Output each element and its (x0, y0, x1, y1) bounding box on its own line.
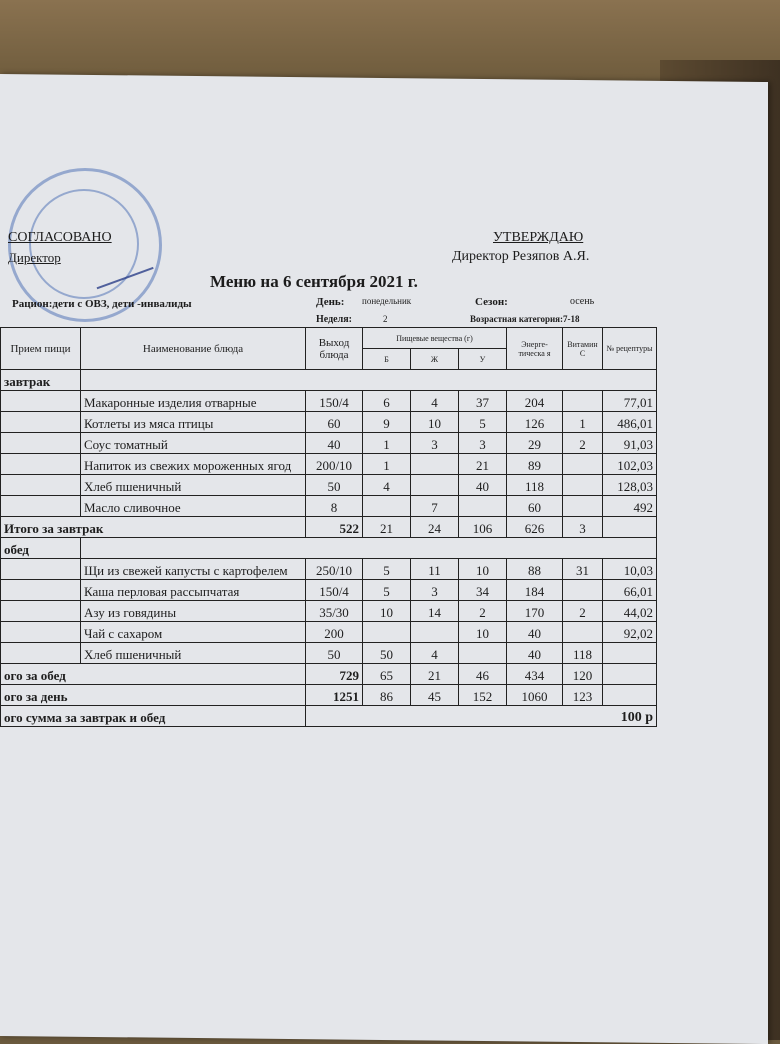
dish-vitamin: 118 (563, 643, 603, 664)
right-director: Директор Резяпов А.Я. (452, 249, 590, 264)
lunch-total-zh: 21 (411, 664, 459, 685)
dish-name: Макаронные изделия отварные (81, 391, 306, 412)
lunch-total-label: ого за обед (1, 664, 306, 685)
empty-cell (603, 517, 657, 538)
right-approval: УТВЕРЖДАЮ (493, 230, 584, 245)
breakfast-total-u: 106 (459, 517, 507, 538)
table-row (1, 412, 657, 433)
dish-zh: 10 (411, 412, 459, 433)
empty-cell (603, 685, 657, 706)
dish-name: Чай с сахаром (81, 622, 306, 643)
empty-cell (81, 538, 657, 559)
dish-name: Хлеб пшеничный (81, 475, 306, 496)
dish-b: 1 (363, 454, 411, 475)
col-u: У (459, 349, 507, 370)
dish-yield: 200 (306, 622, 363, 643)
season-value: осень (570, 296, 595, 307)
dish-yield: 150/4 (306, 391, 363, 412)
dish-vitamin (563, 454, 603, 475)
season-label: Сезон: (475, 296, 508, 308)
dish-energy: 118 (507, 475, 563, 496)
dish-yield: 50 (306, 475, 363, 496)
dish-yield: 40 (306, 433, 363, 454)
page-title: Меню на 6 сентября 2021 г. (210, 272, 418, 291)
table-row (1, 601, 657, 622)
dish-b: 50 (363, 643, 411, 664)
dish-u: 3 (459, 433, 507, 454)
dish-zh: 3 (411, 580, 459, 601)
dish-recipe: 66,01 (603, 580, 657, 601)
dish-yield: 35/30 (306, 601, 363, 622)
dish-vitamin: 2 (563, 433, 603, 454)
dish-b (363, 622, 411, 643)
dish-name: Азу из говядины (81, 601, 306, 622)
dish-u: 40 (459, 475, 507, 496)
col-dish: Наименование блюда (81, 328, 306, 370)
lunch-total-energy: 434 (507, 664, 563, 685)
dish-energy: 60 (507, 496, 563, 517)
day-total-b: 86 (363, 685, 411, 706)
left-director: Директор (8, 250, 61, 265)
breakfast-section (1, 370, 657, 538)
col-energy: Энерге-тическа я (507, 328, 563, 370)
col-nutrients: Пищевые вещества (г) (363, 328, 507, 349)
dish-energy: 184 (507, 580, 563, 601)
day-value: понедельник (362, 296, 412, 306)
dish-u: 10 (459, 559, 507, 580)
dish-recipe: 10,03 (603, 559, 657, 580)
dish-b (363, 496, 411, 517)
empty-cell (1, 391, 81, 412)
dish-energy: 40 (507, 643, 563, 664)
breakfast-label-row (1, 370, 657, 391)
empty-cell (1, 412, 81, 433)
week-value: 2 (383, 314, 388, 324)
day-total-yield: 1251 (306, 685, 363, 706)
dish-u: 10 (459, 622, 507, 643)
dish-name: Щи из свежей капусты с картофелем (81, 559, 306, 580)
dish-vitamin (563, 622, 603, 643)
dish-zh (411, 622, 459, 643)
dish-name: Соус томатный (81, 433, 306, 454)
dish-b: 6 (363, 391, 411, 412)
lunch-label: обед (1, 538, 81, 559)
sum-value: 100 р (306, 706, 657, 727)
dish-yield: 200/10 (306, 454, 363, 475)
dish-yield: 150/4 (306, 580, 363, 601)
dish-recipe: 91,03 (603, 433, 657, 454)
breakfast-total-label: Итого за завтрак (1, 517, 306, 538)
col-recipe: № рецептуры (603, 328, 657, 370)
dish-u: 34 (459, 580, 507, 601)
lunch-label-row (1, 538, 657, 559)
menu-table (0, 327, 657, 727)
empty-cell (1, 475, 81, 496)
sum-label: ого сумма за завтрак и обед (1, 706, 306, 727)
ration-label: Рацион:дети с ОВЗ, дети -инвалиды (12, 298, 192, 310)
dish-zh: 4 (411, 643, 459, 664)
dish-name: Напиток из свежих мороженных ягод (81, 454, 306, 475)
table-row (1, 433, 657, 454)
dish-recipe: 44,02 (603, 601, 657, 622)
breakfast-label: завтрак (1, 370, 81, 391)
breakfast-total-row (1, 517, 657, 538)
dish-vitamin: 1 (563, 412, 603, 433)
dish-yield: 50 (306, 643, 363, 664)
lunch-total-yield: 729 (306, 664, 363, 685)
dish-zh: 11 (411, 559, 459, 580)
dish-b: 10 (363, 601, 411, 622)
day-label: День: (316, 296, 345, 308)
lunch-section (1, 538, 657, 685)
dish-recipe: 128,03 (603, 475, 657, 496)
dish-vitamin (563, 580, 603, 601)
dish-vitamin: 31 (563, 559, 603, 580)
empty-cell (1, 622, 81, 643)
day-total-u: 152 (459, 685, 507, 706)
dish-energy: 88 (507, 559, 563, 580)
breakfast-total-energy: 626 (507, 517, 563, 538)
empty-cell (1, 496, 81, 517)
dish-name: Котлеты из мяса птицы (81, 412, 306, 433)
breakfast-total-vit: 3 (563, 517, 603, 538)
col-vitamin: Витамин С (563, 328, 603, 370)
left-approval: СОГЛАСОВАНО (8, 230, 112, 245)
dish-zh (411, 454, 459, 475)
table-header-row (1, 328, 657, 349)
empty-cell (603, 664, 657, 685)
dish-zh: 14 (411, 601, 459, 622)
col-meal: Прием пищи (1, 328, 81, 370)
dish-energy: 126 (507, 412, 563, 433)
week-label: Неделя: (316, 314, 352, 325)
dish-recipe: 92,02 (603, 622, 657, 643)
dish-zh: 3 (411, 433, 459, 454)
table-row (1, 643, 657, 664)
dish-name: Хлеб пшеничный (81, 643, 306, 664)
empty-cell (1, 433, 81, 454)
day-total-row (1, 685, 657, 706)
dish-recipe (603, 643, 657, 664)
breakfast-total-zh: 24 (411, 517, 459, 538)
dish-recipe: 486,01 (603, 412, 657, 433)
dish-recipe: 102,03 (603, 454, 657, 475)
dish-name: Масло сливочное (81, 496, 306, 517)
day-total-label: ого за день (1, 685, 306, 706)
table-row (1, 454, 657, 475)
dish-name: Каша перловая рассыпчатая (81, 580, 306, 601)
age-category: Возрастная категория:7-18 (470, 314, 580, 324)
lunch-total-row (1, 664, 657, 685)
dish-u: 21 (459, 454, 507, 475)
lunch-total-u: 46 (459, 664, 507, 685)
empty-cell (81, 370, 657, 391)
col-zh: Ж (411, 349, 459, 370)
dish-zh (411, 475, 459, 496)
lunch-total-b: 65 (363, 664, 411, 685)
sum-row (1, 706, 657, 727)
col-b: Б (363, 349, 411, 370)
day-total-vit: 123 (563, 685, 603, 706)
day-total-energy: 1060 (507, 685, 563, 706)
dish-vitamin: 2 (563, 601, 603, 622)
empty-cell (1, 643, 81, 664)
table-row (1, 580, 657, 601)
empty-cell (1, 559, 81, 580)
dish-u: 37 (459, 391, 507, 412)
table-row (1, 559, 657, 580)
dish-energy: 29 (507, 433, 563, 454)
dish-yield: 250/10 (306, 559, 363, 580)
dish-b: 4 (363, 475, 411, 496)
dish-recipe: 492 (603, 496, 657, 517)
dish-zh: 7 (411, 496, 459, 517)
dish-energy: 170 (507, 601, 563, 622)
dish-energy: 204 (507, 391, 563, 412)
empty-cell (1, 601, 81, 622)
dish-energy: 40 (507, 622, 563, 643)
dish-vitamin (563, 496, 603, 517)
dish-b: 9 (363, 412, 411, 433)
dish-vitamin (563, 391, 603, 412)
dish-u (459, 496, 507, 517)
dish-yield: 8 (306, 496, 363, 517)
table-row (1, 622, 657, 643)
dish-b: 5 (363, 580, 411, 601)
dish-recipe: 77,01 (603, 391, 657, 412)
table-row (1, 391, 657, 412)
dish-b: 1 (363, 433, 411, 454)
dish-yield: 60 (306, 412, 363, 433)
empty-cell (1, 580, 81, 601)
dish-b: 5 (363, 559, 411, 580)
day-total-zh: 45 (411, 685, 459, 706)
lunch-total-vit: 120 (563, 664, 603, 685)
dish-energy: 89 (507, 454, 563, 475)
dish-u: 2 (459, 601, 507, 622)
dish-u: 5 (459, 412, 507, 433)
dish-u (459, 643, 507, 664)
col-yield: Выход блюда (306, 328, 363, 370)
table-row (1, 475, 657, 496)
breakfast-total-yield: 522 (306, 517, 363, 538)
dish-vitamin (563, 475, 603, 496)
empty-cell (1, 454, 81, 475)
table-row (1, 496, 657, 517)
dish-zh: 4 (411, 391, 459, 412)
breakfast-total-b: 21 (363, 517, 411, 538)
